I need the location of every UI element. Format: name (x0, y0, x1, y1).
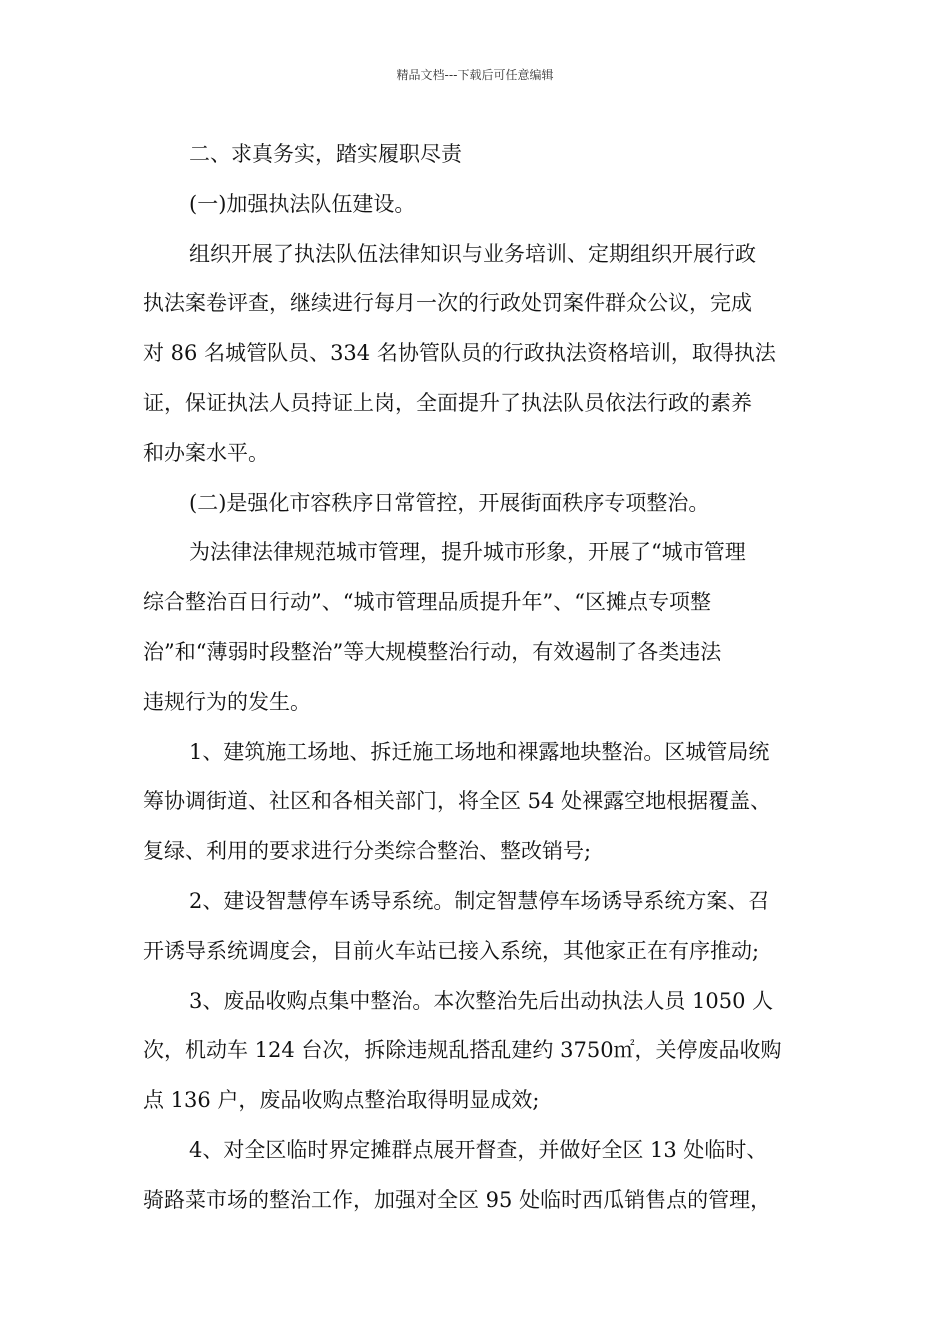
text-line: 筹协调街道、社区和各相关部门，将全区 54 处裸露空地根据覆盖、 (143, 789, 772, 814)
text-line: 1、建筑施工场地、拆迁施工场地和裸露地块整治。区城管局统 (189, 739, 770, 764)
text-line: 骑路菜市场的整治工作，加强对全区 95 处临时西瓜销售点的管理， (143, 1187, 772, 1212)
page-header: 精品文档---下载后可任意编辑 (396, 68, 554, 82)
text-line: 为法律法律规范城市管理，提升城市形象，开展了“城市管理 (189, 540, 746, 565)
text-line: 4、对全区临时界定摊群点展开督查，并做好全区 13 处临时、 (189, 1137, 768, 1162)
text-line: 二、求真务实，踏实履职尽责 (189, 142, 462, 166)
text-line: 对 86 名城管队员、334 名协管队员的行政执法资格培训，取得执法 (143, 341, 776, 366)
text-line: (二)是强化市容秩序日常管控，开展街面秩序专项整治。 (189, 490, 710, 515)
text-line: 开诱导系统调度会，目前火车站已接入系统，其他家正在有序推动; (143, 938, 760, 963)
text-line: 执法案卷评查，继续进行每月一次的行政处罚案件群众公议，完成 (143, 291, 752, 316)
text-line: 次，机动车 124 台次，拆除违规乱搭乱建约 3750㎡，关停废品收购 (143, 1038, 782, 1063)
text-line: 2、建设智慧停车诱导系统。制定智慧停车场诱导系统方案、召 (189, 888, 770, 913)
text-line: 证，保证执法人员持证上岗，全面提升了执法队员依法行政的素养 (143, 390, 752, 415)
text-line: 3、废品收购点集中整治。本次整治先后出动执法人员 1050 人 (189, 988, 774, 1013)
text-line: 复绿、利用的要求进行分类综合整治、整改销号; (143, 839, 592, 864)
text-line: 治”和“薄弱时段整治”等大规模整治行动，有效遏制了各类违法 (143, 639, 722, 664)
text-line: 点 136 户，废品收购点整治取得明显成效; (143, 1088, 540, 1113)
text-line: 和办案水平。 (143, 440, 269, 465)
text-line: 违规行为的发生。 (143, 689, 311, 714)
text-line: (一)加强执法队伍建设。 (189, 191, 416, 216)
text-line: 组织开展了执法队伍法律知识与业务培训、定期组织开展行政 (189, 241, 756, 266)
text-line: 综合整治百日行动”、“城市管理品质提升年”、“区摊点专项整 (143, 590, 711, 615)
document-body (143, 130, 807, 1226)
